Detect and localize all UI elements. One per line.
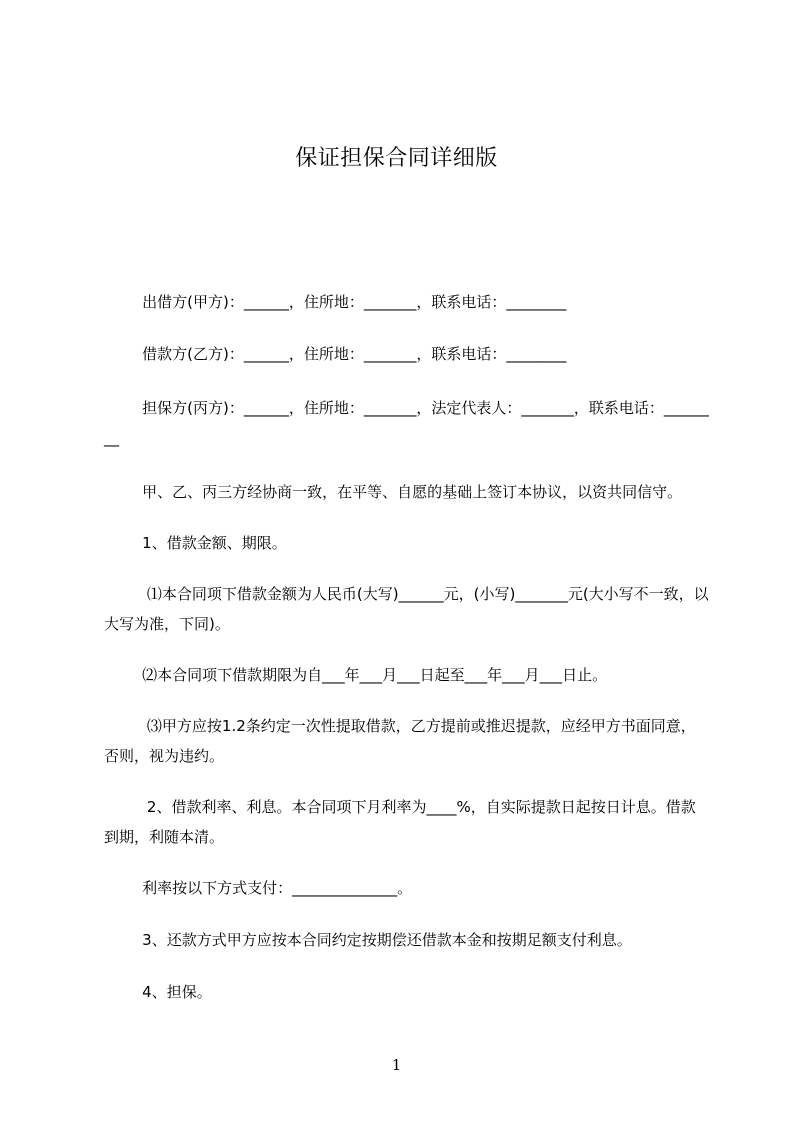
section-3-paragraph: 3、还款方式甲方应按本合同约定按期偿还借款本金和按期足额支付利息。 [104, 931, 632, 949]
section-2-paragraph: 2、借款利率、利息。本合同项下月利率为____%，自实际提款日起按日计息。借款到期，利随本清。 [104, 798, 696, 846]
clause-1-2: ⑵本合同项下借款期限为自___年___月___日起至___年___月___日止。 [104, 666, 608, 684]
preamble-paragraph: 甲、乙、丙三方经协商一致，在平等、自愿的基础上签订本协议，以资共同信守。 [104, 483, 683, 501]
section-1-heading: 1、借款金额、期限。 [104, 534, 287, 552]
guarantor-info: 担保方(丙方)：______，住所地：_______，法定代表人：_______，联系电话：________ [104, 399, 709, 447]
interest-payment-method: 利率按以下方式支付：______________。 [104, 879, 413, 897]
clause-1-3: ⑶甲方应按1.2条约定一次性提取借款，乙方提前或推迟提款，应经甲方书面同意，否则，视为违约。 [104, 717, 696, 765]
clause-1-1: ⑴本合同项下借款金额为人民币(大写)______元，(小写)_______元(大小写不一致，以大写为准，下同)。 [104, 585, 709, 633]
document-title: 保证担保合同详细版 [295, 146, 498, 171]
lender-info: 出借方(甲方)：______，住所地：_______，联系电话：________ [104, 293, 567, 311]
page-number: 1 [391, 1056, 402, 1074]
borrower-info: 借款方(乙方)：______，住所地：_______，联系电话：________ [104, 345, 567, 363]
section-4-heading: 4、担保。 [104, 983, 212, 1001]
